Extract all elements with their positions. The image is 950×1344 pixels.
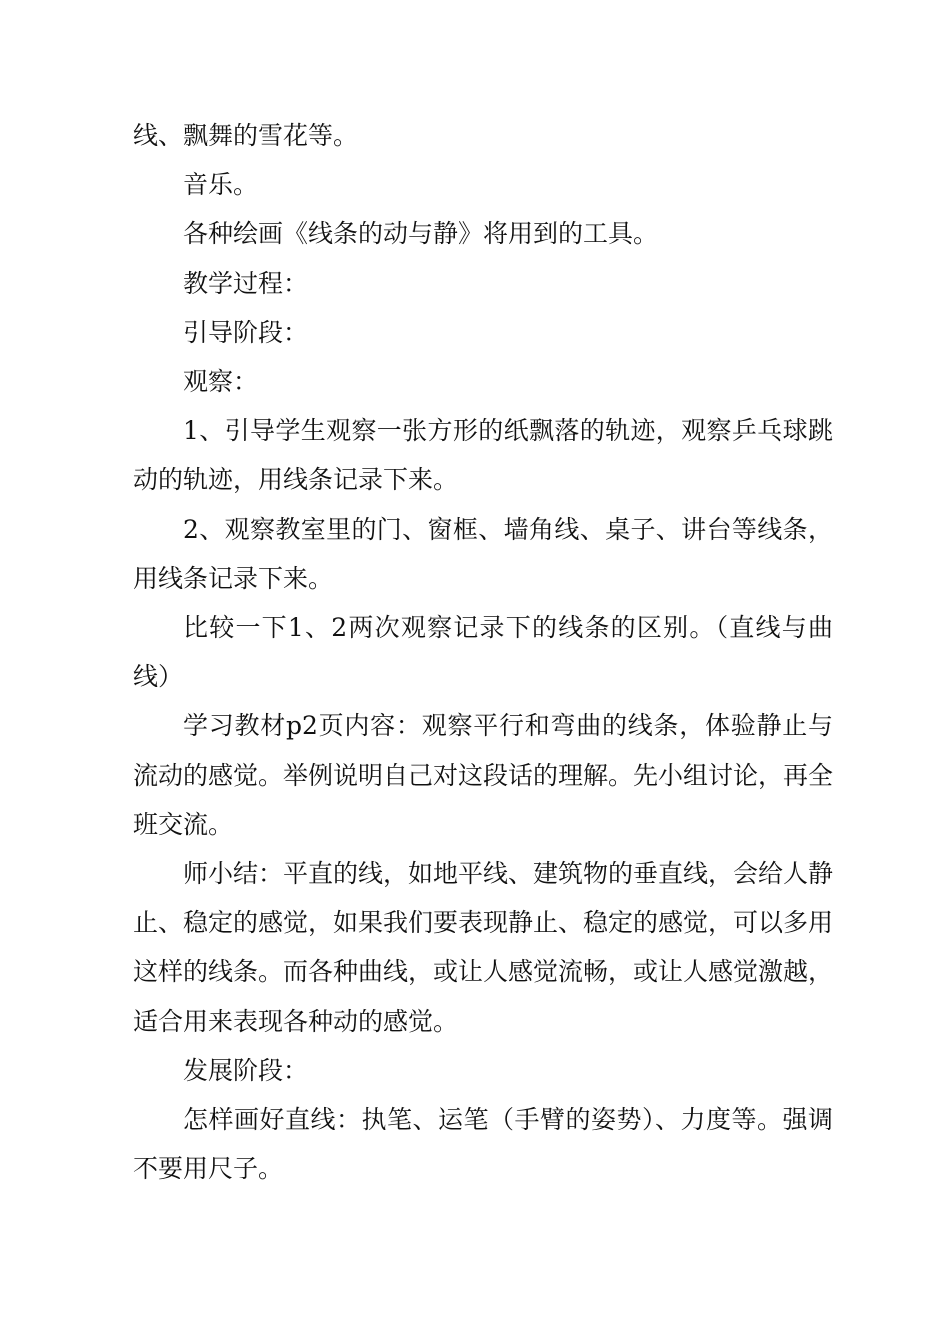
heading-teaching-process: 教学过程： — [183, 268, 309, 298]
paragraph-music: 音乐。 — [183, 170, 259, 200]
heading-development-stage: 发展阶段： — [183, 1055, 309, 1085]
paragraph-tools: 各种绘画《线条的动与静》将用到的工具。 — [183, 219, 659, 249]
paragraph-observation-2: 2、观察教室里的门、窗框、墙角线、桌子、讲台等线条，用线条记录下来。 — [133, 514, 833, 593]
paragraph-teacher-summary: 师小结：平直的线，如地平线、建筑物的垂直线，会给人静止、稳定的感觉，如果我们要表现静止、稳定的感觉，可以多用这样的线条。而各种曲线，或让人感觉流畅，或让人感觉激越，适合用来表现各种动的感觉。 — [133, 859, 834, 1036]
heading-guidance-stage: 引导阶段： — [183, 317, 309, 347]
paragraph-compare: 比较一下1、2两次观察记录下的线条的区别。（直线与曲线） — [133, 613, 833, 692]
document-body — [133, 111, 833, 1193]
paragraph-continuation: 线、飘舞的雪花等。 — [133, 121, 359, 150]
paragraph-observation-1: 1、引导学生观察一张方形的纸飘落的轨迹，观察乒乓球跳动的轨迹，用线条记录下来。 — [133, 416, 833, 495]
paragraph-straight-lines: 怎样画好直线：执笔、运笔（手臂的姿势）、力度等。强调不要用尺子。 — [133, 1105, 833, 1184]
paragraph-textbook-study: 学习教材p2页内容：观察平行和弯曲的线条，体验静止与流动的感觉。举例说明自己对这段话的理解。先小组讨论，再全班交流。 — [133, 711, 834, 839]
heading-observation: 观察： — [183, 367, 259, 397]
